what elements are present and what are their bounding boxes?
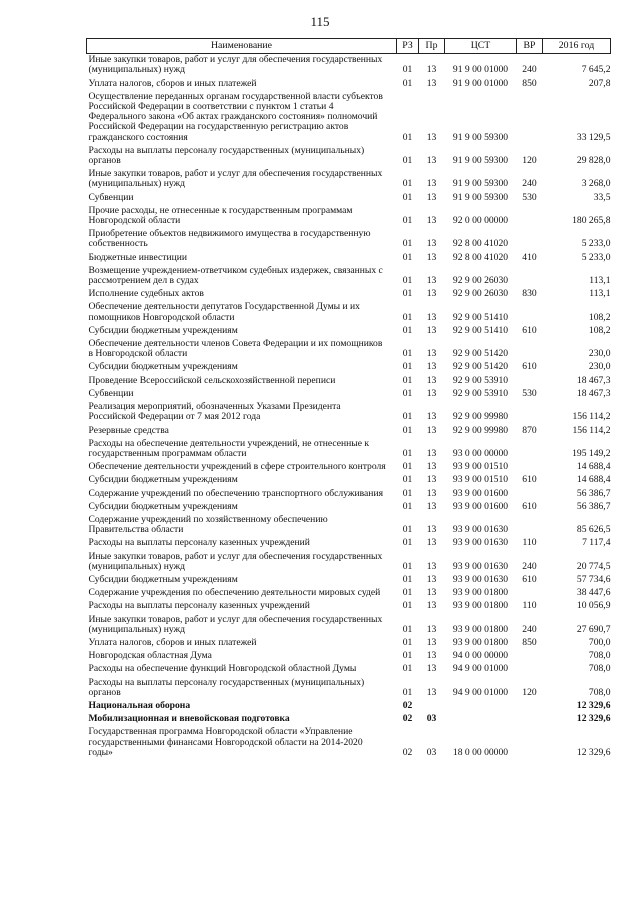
table-row bbox=[87, 288, 611, 301]
cell-pr: 13 bbox=[426, 215, 437, 227]
cell-sum: 113,1 bbox=[589, 275, 611, 287]
cell-cst: 92 9 00 26030 bbox=[452, 275, 509, 287]
cell-sum: 3 268,0 bbox=[581, 178, 611, 190]
cell-name: Уплата налогов, сборов и иных платежей bbox=[88, 77, 257, 89]
cell-pr: 13 bbox=[426, 663, 437, 675]
cell-name: Обеспечение деятельности членов Совета Федерации и их помощников в Новгородской области bbox=[88, 338, 383, 360]
cell-name: Расходы на обеспечение деятельности учреждений, не отнесенные к государственным программам области bbox=[88, 437, 370, 459]
cell-cst: 91 9 00 59300 bbox=[452, 178, 509, 190]
table-row bbox=[87, 375, 611, 388]
cell-rz: 01 bbox=[402, 461, 413, 473]
cell-sum: 5 233,0 bbox=[581, 238, 611, 250]
cell-rz: 01 bbox=[402, 587, 413, 599]
cell-rz: 01 bbox=[402, 215, 413, 227]
cell-sum: 29 828,0 bbox=[576, 155, 611, 167]
cell-name: Субвенции bbox=[88, 387, 134, 399]
cell-pr: 13 bbox=[426, 311, 437, 323]
cell-pr: 13 bbox=[426, 623, 437, 635]
cell-rz: 01 bbox=[402, 178, 413, 190]
cell-vr: 610 bbox=[522, 573, 537, 585]
cell-rz: 01 bbox=[402, 361, 413, 373]
cell-vr bbox=[517, 228, 543, 251]
cell-cst: 93 9 00 01510 bbox=[452, 461, 509, 473]
cell-cst: 91 9 00 59300 bbox=[452, 131, 509, 143]
cell-sum: 18 467,3 bbox=[576, 374, 611, 386]
table-row bbox=[87, 614, 611, 637]
cell-sum: 108,2 bbox=[588, 324, 611, 336]
cell-pr: 13 bbox=[426, 500, 437, 512]
cell-pr: 13 bbox=[426, 348, 437, 360]
cell-vr bbox=[517, 301, 543, 324]
cell-cst: 91 9 00 59300 bbox=[452, 155, 509, 167]
cell-vr bbox=[517, 514, 543, 537]
cell-sum: 108,2 bbox=[588, 311, 611, 323]
table-row bbox=[87, 301, 611, 324]
cell-pr: 13 bbox=[426, 191, 437, 203]
cell-pr: 13 bbox=[426, 178, 437, 190]
table-row bbox=[87, 461, 611, 474]
header-sum: 2016 год bbox=[543, 39, 611, 54]
cell-name: Прочие расходы, не отнесенные к государственным программам Новгородской области bbox=[88, 204, 353, 227]
cell-cst: 91 9 00 01000 bbox=[452, 77, 509, 89]
cell-rz: 02 bbox=[402, 713, 413, 725]
cell-cst: 92 0 00 00000 bbox=[452, 215, 509, 227]
cell-vr bbox=[517, 488, 543, 501]
cell-vr bbox=[517, 375, 543, 388]
cell-cst: 93 9 00 01800 bbox=[452, 587, 509, 599]
table-row bbox=[87, 205, 611, 228]
cell-rz: 01 bbox=[402, 288, 413, 300]
cell-name: Приобретение объектов недвижимого имущества в государственную собственность bbox=[88, 228, 371, 250]
header-name: Наименование bbox=[87, 39, 397, 54]
cell-rz: 01 bbox=[402, 487, 413, 499]
cell-rz: 02 bbox=[402, 699, 413, 711]
cell-sum: 12 329,6 bbox=[576, 713, 611, 725]
cell-rz: 01 bbox=[402, 238, 413, 250]
table-row bbox=[87, 537, 611, 550]
cell-vr bbox=[517, 700, 543, 713]
table-row bbox=[87, 488, 611, 501]
cell-name: Резервные средства bbox=[88, 424, 169, 436]
table-row bbox=[87, 325, 611, 338]
cell-name: Реализация мероприятий, обозначенных Указами Президента Российской Федерации от 7 мая 2012 года bbox=[88, 401, 341, 423]
cell-vr: 240 bbox=[522, 64, 537, 76]
table-row bbox=[87, 361, 611, 374]
cell-cst: 92 8 00 41020 bbox=[452, 238, 509, 250]
cell-vr: 830 bbox=[522, 288, 537, 300]
table-row bbox=[87, 600, 611, 613]
cell-name: Расходы на выплаты персоналу казенных учреждений bbox=[88, 537, 310, 549]
cell-cst: 93 9 00 01630 bbox=[452, 573, 509, 585]
cell-name: Национальная оборона bbox=[88, 699, 191, 711]
cell-pr: 13 bbox=[426, 131, 437, 143]
cell-cst: 92 9 00 53910 bbox=[452, 387, 509, 399]
cell-name: Государственная программа Новгородской области «Управление государственными финансами Новгородской области на 2014-2020 годы» bbox=[88, 726, 363, 758]
cell-rz: 01 bbox=[402, 275, 413, 287]
cell-cst: 93 0 00 00000 bbox=[452, 447, 509, 459]
cell-rz: 01 bbox=[402, 636, 413, 648]
cell-vr: 240 bbox=[522, 623, 537, 635]
cell-name: Субсидии бюджетным учреждениям bbox=[88, 474, 238, 486]
table-row bbox=[87, 551, 611, 574]
cell-pr: 13 bbox=[426, 387, 437, 399]
cell-cst: 93 9 00 01630 bbox=[452, 524, 509, 536]
cell-sum: 33 129,5 bbox=[576, 131, 611, 143]
cell-pr: 13 bbox=[426, 361, 437, 373]
cell-vr: 850 bbox=[522, 77, 537, 89]
cell-sum: 7 117,4 bbox=[582, 537, 611, 549]
cell-name: Содержание учреждений по обеспечению транспортного обслуживания bbox=[88, 487, 383, 499]
cell-name: Расходы на выплаты персоналу государственных (муниципальных) органов bbox=[88, 676, 365, 698]
table-row bbox=[87, 228, 611, 251]
cell-name: Иные закупки товаров, работ и услуг для обеспечения государственных (муниципальных) нужд bbox=[88, 613, 383, 635]
cell-vr: 610 bbox=[522, 474, 537, 486]
cell-vr bbox=[517, 726, 543, 760]
cell-cst: 92 9 00 51410 bbox=[452, 324, 509, 336]
cell-pr: 13 bbox=[426, 587, 437, 599]
cell-cst: 18 0 00 00000 bbox=[452, 746, 509, 758]
header-vr: ВР bbox=[517, 39, 543, 54]
cell-vr: 850 bbox=[522, 636, 537, 648]
cell-pr: 13 bbox=[426, 238, 437, 250]
cell-cst: 93 9 00 01800 bbox=[452, 636, 509, 648]
header-cst: ЦСТ bbox=[445, 39, 517, 54]
cell-rz: 01 bbox=[402, 77, 413, 89]
cell-rz: 01 bbox=[402, 537, 413, 549]
cell-sum: 230,0 bbox=[588, 361, 611, 373]
cell-pr: 13 bbox=[426, 424, 437, 436]
cell-sum: 5 233,0 bbox=[581, 251, 611, 263]
cell-pr: 13 bbox=[426, 324, 437, 336]
cell-rz: 01 bbox=[402, 447, 413, 459]
cell-rz: 01 bbox=[402, 387, 413, 399]
cell-sum: 18 467,3 bbox=[576, 387, 611, 399]
cell-rz: 01 bbox=[402, 411, 413, 423]
cell-pr: 13 bbox=[426, 686, 437, 698]
cell-cst: 93 9 00 01800 bbox=[452, 600, 509, 612]
cell-pr: 13 bbox=[426, 600, 437, 612]
cell-cst: 91 9 00 59300 bbox=[452, 191, 509, 203]
cell-vr bbox=[517, 205, 543, 228]
cell-vr: 410 bbox=[522, 251, 537, 263]
cell-sum: 195 149,2 bbox=[572, 447, 611, 459]
cell-vr bbox=[517, 338, 543, 361]
cell-name: Субсидии бюджетным учреждениям bbox=[88, 361, 238, 373]
cell-cst: 93 9 00 01510 bbox=[452, 474, 509, 486]
cell-name: Уплата налогов, сборов и иных платежей bbox=[88, 636, 257, 648]
cell-cst: 93 9 00 01630 bbox=[452, 537, 509, 549]
cell-name: Иные закупки товаров, работ и услуг для обеспечения государственных (муниципальных) нужд bbox=[88, 168, 383, 190]
table-row bbox=[87, 78, 611, 91]
cell-name: Исполнение судебных актов bbox=[88, 288, 204, 300]
cell-rz: 01 bbox=[402, 131, 413, 143]
cell-cst: 92 9 00 26030 bbox=[452, 288, 509, 300]
cell-pr: 03 bbox=[426, 713, 437, 725]
table-row bbox=[87, 425, 611, 438]
cell-rz: 01 bbox=[402, 500, 413, 512]
table-row bbox=[87, 650, 611, 663]
cell-vr: 610 bbox=[522, 361, 537, 373]
cell-cst: 94 9 00 01000 bbox=[452, 663, 509, 675]
cell-sum: 156 114,2 bbox=[572, 411, 611, 423]
cell-name: Расходы на обеспечение функций Новгородской областной Думы bbox=[88, 663, 357, 675]
cell-pr: 13 bbox=[426, 573, 437, 585]
cell-cst: 92 9 00 99980 bbox=[452, 424, 509, 436]
cell-rz: 01 bbox=[402, 324, 413, 336]
cell-sum: 708,0 bbox=[588, 650, 611, 662]
cell-cst: 92 8 00 41020 bbox=[452, 251, 509, 263]
table-body bbox=[87, 54, 611, 760]
cell-sum: 12 329,6 bbox=[576, 746, 611, 758]
cell-rz: 01 bbox=[402, 251, 413, 263]
cell-rz: 01 bbox=[402, 686, 413, 698]
cell-pr: 13 bbox=[426, 524, 437, 536]
cell-pr: 13 bbox=[426, 461, 437, 473]
cell-vr: 240 bbox=[522, 178, 537, 190]
cell-pr: 13 bbox=[426, 636, 437, 648]
cell-vr bbox=[517, 713, 543, 726]
cell-sum: 700,0 bbox=[588, 636, 611, 648]
table-row bbox=[87, 700, 611, 713]
cell-pr: 13 bbox=[426, 487, 437, 499]
cell-rz: 01 bbox=[402, 560, 413, 572]
cell-rz: 02 bbox=[402, 746, 413, 758]
table-row bbox=[87, 192, 611, 205]
cell-cst: 91 9 00 01000 bbox=[452, 64, 509, 76]
table-row bbox=[87, 265, 611, 288]
cell-pr: 13 bbox=[426, 288, 437, 300]
cell-name: Содержание учреждения по обеспечению деятельности мировых судей bbox=[88, 587, 381, 599]
table-row bbox=[87, 514, 611, 537]
table-row bbox=[87, 252, 611, 265]
cell-vr: 870 bbox=[522, 424, 537, 436]
cell-name: Расходы на выплаты персоналу государственных (муниципальных) органов bbox=[88, 144, 365, 167]
cell-rz: 01 bbox=[402, 474, 413, 486]
cell-name: Мобилизационная и вневойсковая подготовка bbox=[88, 713, 290, 725]
cell-sum: 10 056,9 bbox=[576, 600, 611, 612]
table-row bbox=[87, 713, 611, 726]
cell-name: Иные закупки товаров, работ и услуг для обеспечения государственных (муниципальных) нужд bbox=[88, 550, 383, 572]
cell-name: Проведение Всероссийской сельскохозяйственной переписи bbox=[88, 374, 336, 386]
cell-vr: 610 bbox=[522, 500, 537, 512]
cell-pr: 13 bbox=[426, 251, 437, 263]
cell-vr bbox=[517, 401, 543, 424]
cell-pr: 13 bbox=[426, 474, 437, 486]
cell-sum: 27 690,7 bbox=[576, 623, 611, 635]
budget-table bbox=[86, 38, 611, 760]
cell-cst: 94 0 00 00000 bbox=[452, 650, 509, 662]
cell-cst: 93 9 00 01630 bbox=[452, 560, 509, 572]
table-row bbox=[87, 637, 611, 650]
cell-cst bbox=[445, 700, 517, 713]
cell-vr: 530 bbox=[522, 387, 537, 399]
cell-name: Обеспечение деятельности учреждений в сфере строительного контроля bbox=[88, 461, 386, 473]
cell-rz: 01 bbox=[402, 155, 413, 167]
table-row bbox=[87, 388, 611, 401]
header-rz: РЗ bbox=[397, 39, 419, 54]
cell-cst: 92 9 00 51410 bbox=[452, 311, 509, 323]
cell-rz: 01 bbox=[402, 650, 413, 662]
cell-name: Обеспечение деятельности депутатов Государственной Думы и их помощников Новгородской области bbox=[88, 301, 360, 323]
cell-name: Осуществление переданных органам государственной власти субъектов Российской Федерации в соответствии с пунктом 1 статьи 4 Федерального закона «Об актах гражданского состояния» полномочий Российской Федерации на государственную регистрацию актов гражданского состояния bbox=[88, 90, 383, 143]
cell-cst bbox=[445, 713, 517, 726]
cell-rz: 01 bbox=[402, 424, 413, 436]
cell-vr: 110 bbox=[522, 600, 537, 612]
cell-pr: 13 bbox=[426, 374, 437, 386]
cell-pr: 03 bbox=[426, 746, 437, 758]
table-row bbox=[87, 474, 611, 487]
table-row bbox=[87, 677, 611, 700]
cell-sum: 708,0 bbox=[588, 686, 611, 698]
cell-sum: 708,0 bbox=[588, 663, 611, 675]
table-row bbox=[87, 338, 611, 361]
cell-rz: 01 bbox=[402, 191, 413, 203]
table-row bbox=[87, 587, 611, 600]
cell-sum: 113,1 bbox=[589, 288, 611, 300]
cell-name: Новгородская областная Дума bbox=[88, 650, 212, 662]
cell-sum: 20 774,5 bbox=[576, 560, 611, 572]
cell-pr: 13 bbox=[426, 560, 437, 572]
cell-cst: 92 9 00 51420 bbox=[452, 348, 509, 360]
cell-name: Бюджетные инвестиции bbox=[88, 251, 187, 263]
cell-cst: 92 9 00 99980 bbox=[452, 411, 509, 423]
cell-rz: 01 bbox=[402, 623, 413, 635]
table-row bbox=[87, 54, 611, 78]
cell-pr: 13 bbox=[426, 537, 437, 549]
cell-vr bbox=[517, 265, 543, 288]
cell-name: Возмещение учреждением-ответчиком судебных издержек, связанных с рассмотрением дел в судах bbox=[88, 264, 383, 287]
cell-name: Субсидии бюджетным учреждениям bbox=[88, 500, 238, 512]
cell-vr bbox=[517, 438, 543, 461]
cell-pr: 13 bbox=[426, 411, 437, 423]
cell-vr: 240 bbox=[522, 560, 537, 572]
cell-rz: 01 bbox=[402, 64, 413, 76]
cell-pr: 13 bbox=[426, 77, 437, 89]
cell-pr: 13 bbox=[426, 64, 437, 76]
table-row bbox=[87, 663, 611, 676]
table-row bbox=[87, 145, 611, 168]
table-row bbox=[87, 438, 611, 461]
table-row bbox=[87, 401, 611, 424]
cell-cst: 92 9 00 53910 bbox=[452, 374, 509, 386]
cell-sum: 230,0 bbox=[588, 348, 611, 360]
cell-rz: 01 bbox=[402, 374, 413, 386]
cell-rz: 01 bbox=[402, 524, 413, 536]
cell-sum: 207,8 bbox=[588, 77, 611, 89]
page-number: 115 bbox=[310, 14, 330, 29]
table-header bbox=[87, 39, 611, 54]
table-row bbox=[87, 574, 611, 587]
cell-rz: 01 bbox=[402, 348, 413, 360]
cell-sum: 7 645,2 bbox=[581, 64, 611, 76]
cell-sum: 56 386,7 bbox=[576, 487, 611, 499]
cell-sum: 14 688,4 bbox=[576, 461, 611, 473]
cell-sum: 33,5 bbox=[593, 191, 611, 203]
cell-vr bbox=[517, 461, 543, 474]
cell-cst: 92 9 00 51420 bbox=[452, 361, 509, 373]
header-pr: Пр bbox=[419, 39, 445, 54]
cell-pr: 13 bbox=[426, 447, 437, 459]
cell-sum: 156 114,2 bbox=[572, 424, 611, 436]
cell-vr bbox=[517, 663, 543, 676]
cell-vr bbox=[517, 587, 543, 600]
cell-vr: 110 bbox=[522, 537, 537, 549]
cell-rz: 01 bbox=[402, 573, 413, 585]
cell-vr bbox=[517, 650, 543, 663]
cell-sum: 56 386,7 bbox=[576, 500, 611, 512]
cell-rz: 01 bbox=[402, 600, 413, 612]
cell-name: Субсидии бюджетным учреждениям bbox=[88, 573, 238, 585]
cell-rz: 01 bbox=[402, 311, 413, 323]
cell-pr: 13 bbox=[426, 275, 437, 287]
cell-sum: 57 734,6 bbox=[576, 573, 611, 585]
cell-cst: 94 9 00 01000 bbox=[452, 686, 509, 698]
cell-vr: 120 bbox=[522, 686, 537, 698]
table-row bbox=[87, 726, 611, 760]
cell-vr: 530 bbox=[522, 191, 537, 203]
cell-cst: 93 9 00 01800 bbox=[452, 623, 509, 635]
cell-name: Субвенции bbox=[88, 191, 134, 203]
cell-pr bbox=[419, 700, 445, 713]
cell-vr bbox=[517, 91, 543, 145]
cell-rz: 01 bbox=[402, 663, 413, 675]
cell-pr: 13 bbox=[426, 155, 437, 167]
cell-sum: 180 265,8 bbox=[572, 215, 611, 227]
cell-cst: 93 9 00 01600 bbox=[452, 500, 509, 512]
cell-sum: 14 688,4 bbox=[576, 474, 611, 486]
table-row bbox=[87, 168, 611, 191]
cell-vr: 610 bbox=[522, 324, 537, 336]
cell-name: Иные закупки товаров, работ и услуг для обеспечения государственных (муниципальных) нужд bbox=[88, 54, 383, 76]
table-row bbox=[87, 501, 611, 514]
cell-pr: 13 bbox=[426, 650, 437, 662]
cell-name: Содержание учреждений по хозяйственному обеспечению Правительства области bbox=[88, 513, 328, 536]
cell-sum: 85 626,5 bbox=[576, 524, 611, 536]
cell-cst: 93 9 00 01600 bbox=[452, 487, 509, 499]
cell-sum: 38 447,6 bbox=[576, 587, 611, 599]
cell-name: Субсидии бюджетным учреждениям bbox=[88, 324, 238, 336]
cell-vr: 120 bbox=[522, 155, 537, 167]
table-row bbox=[87, 91, 611, 145]
cell-name: Расходы на выплаты персоналу казенных учреждений bbox=[88, 600, 310, 612]
cell-sum: 12 329,6 bbox=[576, 699, 611, 711]
